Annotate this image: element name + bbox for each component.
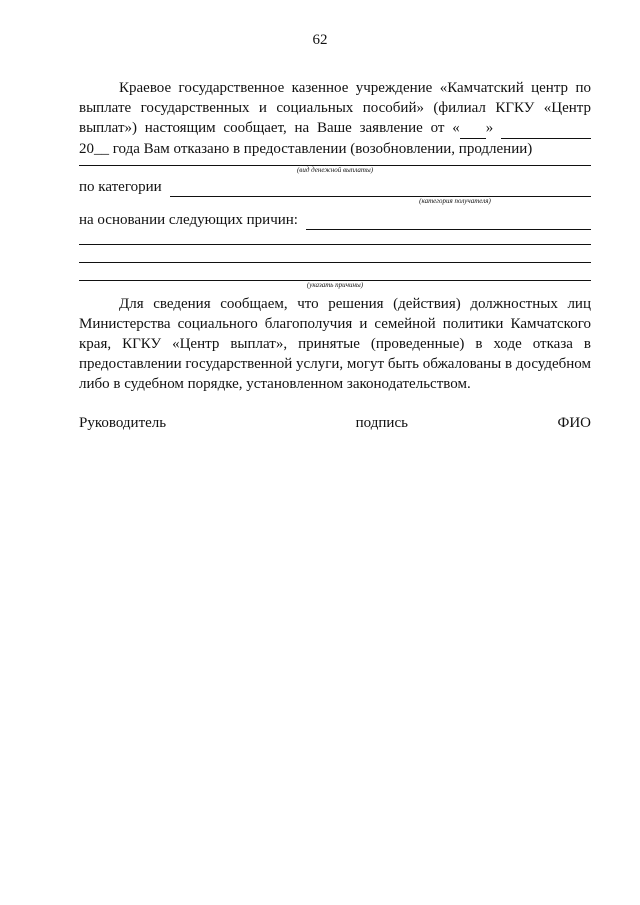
date-month-blank (501, 118, 591, 139)
head-label: Руководитель (79, 415, 167, 431)
category-caption: (категория получателя) (419, 197, 491, 205)
reasons-caption: (указать причины) (306, 281, 364, 289)
date-day-blank (460, 118, 486, 139)
reasons-blank (306, 215, 591, 230)
category-label: по категории (79, 179, 162, 195)
full-name-label: ФИО (557, 415, 591, 431)
payment-type-caption: (вид денежной выплаты) (296, 166, 374, 174)
reasons-line-2 (79, 244, 591, 245)
intro-text: Краевое государственное казенное учреждение «Камчатский центр по выплате государственных и социальных пособий» (филиал КГКУ «Центр выплат») настоящим сообщает, на Ваше заявление от « (79, 80, 591, 136)
signature-row (79, 413, 591, 433)
reasons-line-3 (79, 262, 591, 263)
reasons-label: на основании следующих причин: (79, 212, 298, 228)
letter-body (79, 78, 591, 433)
signature-label: подпись (355, 415, 408, 431)
intro-quote-close: » (485, 120, 501, 136)
notice-paragraph: Для сведения сообщаем, что решения (действия) должностных лиц Министерства социального благополучия и семейной политики Камчатского края, КГКУ «Центр выплат», принятые (проведенные) в ходе отказа в предоставлении государственной услуги, могут быть обжалованы в досудебном либо в судебном порядке, установленном законодательством. (79, 296, 591, 392)
category-row (79, 177, 591, 197)
intro-line-end: 20__ года Вам отказано в предоставлении (возобновлении, продлении) (79, 141, 533, 157)
page-number: 62 (312, 32, 328, 48)
reasons-row (79, 210, 591, 230)
intro-paragraph (79, 78, 591, 159)
category-blank (170, 182, 591, 197)
